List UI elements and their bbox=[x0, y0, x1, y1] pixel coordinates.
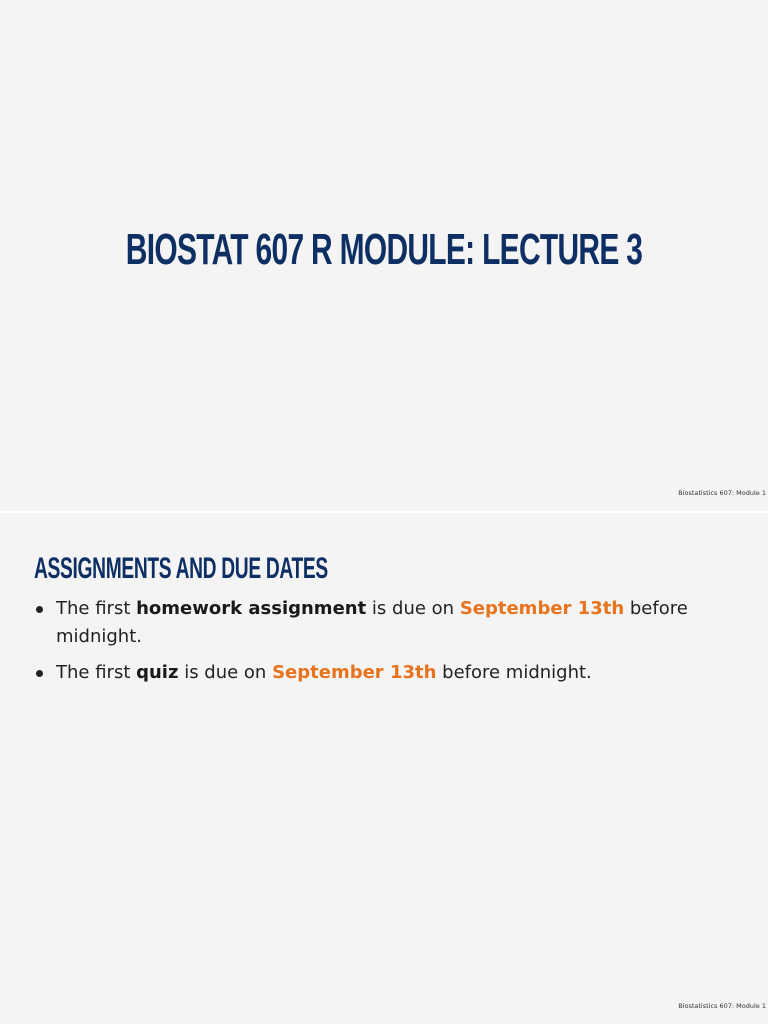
bullet-text: before midnight. bbox=[56, 598, 688, 647]
due-date: September 13th bbox=[459, 598, 625, 619]
bullet-dot-icon bbox=[36, 606, 43, 613]
bullet-emphasis: quiz bbox=[136, 662, 179, 683]
bullet-text: The first bbox=[56, 662, 137, 683]
bullet-list bbox=[34, 595, 694, 695]
bullet-emphasis: homework assignment bbox=[136, 598, 367, 619]
title-slide bbox=[0, 0, 768, 511]
slide-title: BIOSTAT 607 R MODULE: LECTURE 3 bbox=[125, 225, 643, 274]
slide-footer: Biostatistics 607: Module 1 bbox=[678, 489, 766, 497]
bullet-text: The first bbox=[56, 598, 137, 619]
due-date: September 13th bbox=[272, 662, 437, 683]
bullet-text: before midnight. bbox=[436, 662, 592, 683]
slide-footer: Biostatistics 607: Module 1 bbox=[678, 1002, 766, 1010]
assignments-slide bbox=[0, 511, 768, 1024]
bullet-item-homework bbox=[34, 595, 694, 651]
bullet-text: is due on bbox=[178, 662, 273, 683]
bullet-dot-icon bbox=[36, 670, 43, 677]
bullet-item-quiz bbox=[34, 659, 694, 687]
bullet-text: is due on bbox=[366, 598, 460, 619]
slide-heading: ASSIGNMENTS AND DUE DATES bbox=[34, 552, 328, 585]
